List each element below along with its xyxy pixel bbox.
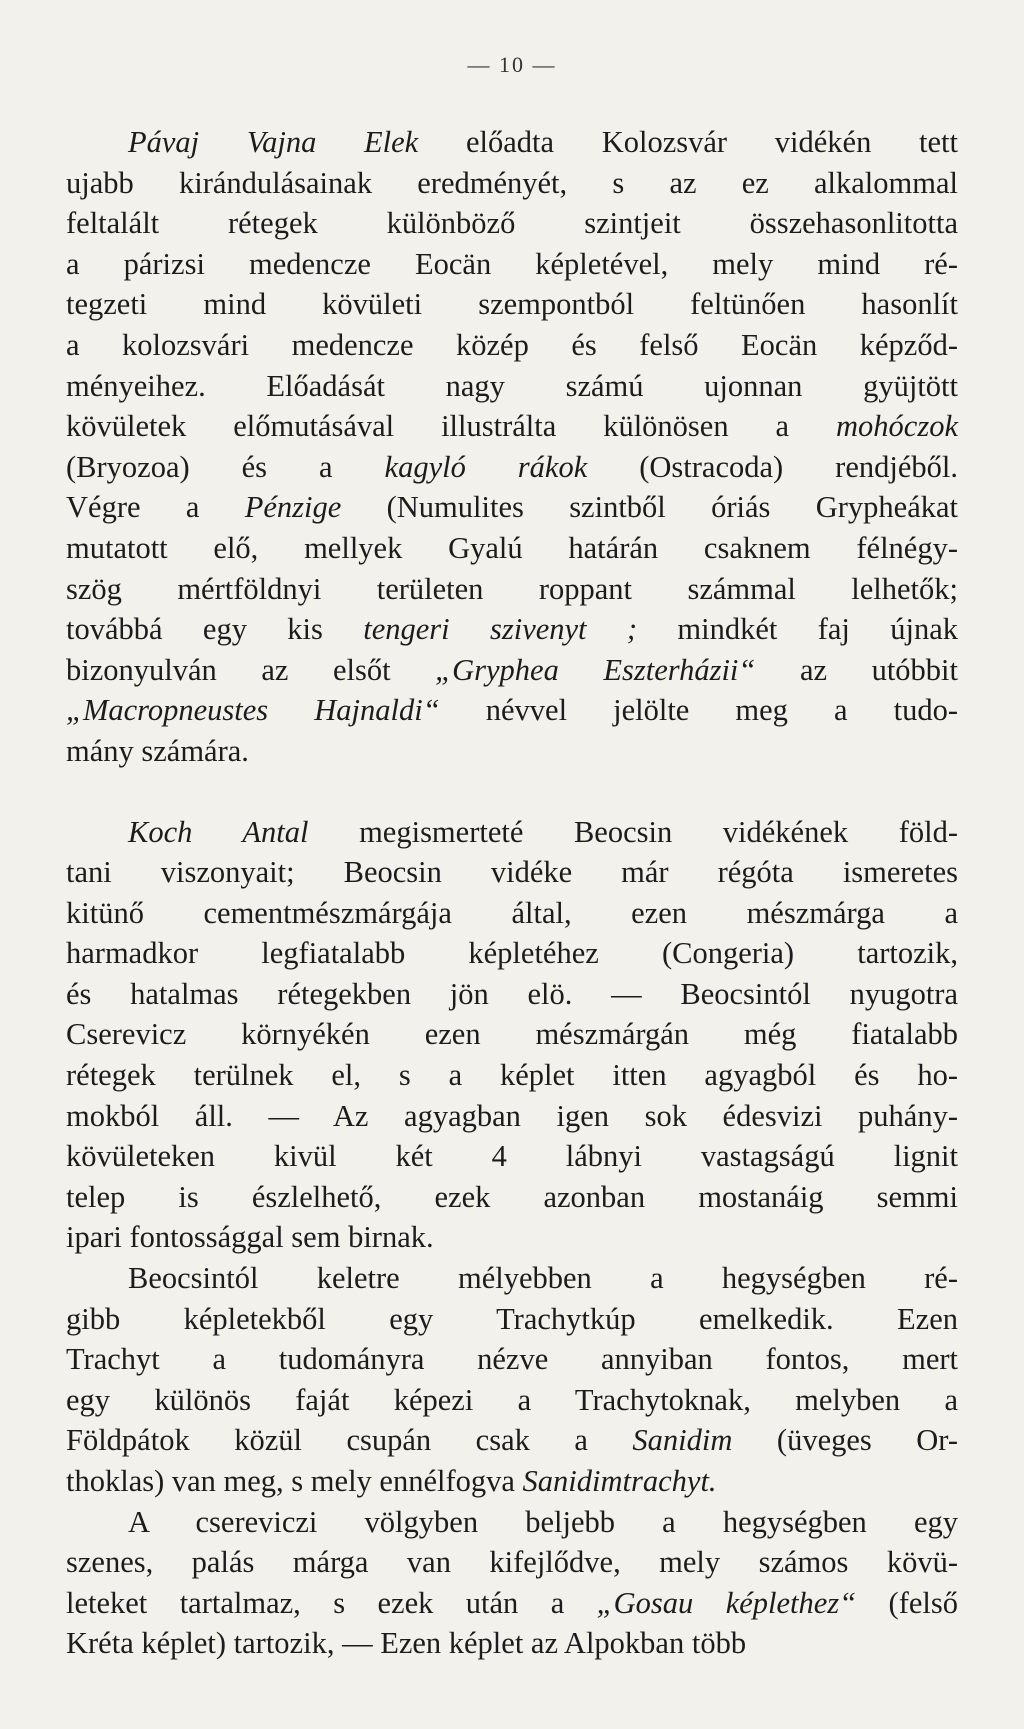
text-line — [66, 690, 958, 731]
text-line — [66, 406, 958, 447]
text-line — [66, 244, 958, 285]
italic-text: Pávaj Vajna Elek — [128, 125, 419, 159]
text-segment: előadta Kolozsvár vidékén tett — [418, 125, 959, 159]
text-segment: mány számára. — [66, 733, 249, 768]
text-segment: (Bryozoa) és a — [66, 449, 385, 484]
text-line — [66, 284, 958, 325]
text-segment: harmadkor legfiatalabb képletéhez (Congeria) tartozik, — [66, 936, 958, 971]
text-line — [66, 609, 958, 650]
text-line — [66, 1420, 958, 1461]
text-line — [66, 366, 958, 407]
text-segment: névvel jelölte meg a tudo- — [439, 693, 958, 728]
text-line — [66, 1339, 958, 1380]
italic-text: „Macropneustes Hajnaldi“ — [66, 693, 440, 728]
text-line — [66, 1542, 958, 1583]
text-segment: kövületek előmutásával illustrálta különösen a — [66, 409, 837, 444]
text-line — [66, 1055, 958, 1096]
text-line — [66, 1380, 958, 1421]
italic-text: Sanidimtrachyt. — [522, 1464, 717, 1498]
text-segment: Beocsintól keletre mélyebben a hegységben ré- — [128, 1261, 958, 1296]
text-line — [66, 1623, 958, 1664]
text-segment: szenes, palás márga van kifejlődve, mely számos kövü- — [66, 1545, 958, 1580]
text-segment: továbbá egy kis — [66, 612, 364, 647]
text-line — [66, 1177, 958, 1218]
text-line — [66, 893, 958, 934]
italic-text: mohóczok — [836, 409, 958, 444]
italic-text: Sanidim — [632, 1423, 733, 1458]
text-segment: mindkét faj újnak — [637, 612, 958, 647]
italic-text: kagyló rákok — [384, 449, 588, 484]
text-segment: rétegek terülnek el, s a képlet itten agyagból és ho- — [66, 1058, 958, 1093]
text-segment: egy különös faját képezi a Trachytoknak, melyben a — [66, 1382, 958, 1417]
paragraph — [66, 1502, 958, 1664]
paragraph-gap — [66, 772, 958, 812]
text-line — [66, 203, 958, 244]
text-line — [66, 122, 958, 163]
text-line — [66, 1217, 958, 1258]
text-segment: (üveges Or- — [732, 1423, 958, 1458]
text-segment: (felső — [856, 1585, 959, 1620]
text-line — [66, 163, 958, 204]
text-line — [66, 1096, 958, 1137]
text-segment: kövületeken kivül két 4 lábnyi vastagságú lignit — [66, 1139, 958, 1174]
text-line — [66, 1014, 958, 1055]
text-line — [66, 1299, 958, 1340]
text-segment: tegzeti mind kövületi szempontból feltünően hasonlít — [66, 287, 958, 322]
page-body — [66, 122, 958, 1664]
text-line — [66, 447, 958, 488]
text-segment: ipari fontossággal sem birnak. — [66, 1220, 434, 1255]
text-line — [66, 1461, 958, 1502]
text-segment: gibb képletekből egy Trachytkúp emelkedik. Ezen — [66, 1301, 958, 1336]
text-segment: mutatott elő, mellyek Gyalú határán csaknem félnégy- — [66, 530, 958, 565]
text-segment: telep is észlelhető, ezek azonban mostanáig semmi — [66, 1179, 958, 1214]
text-segment: kitünő cementmészmárgája által, ezen mészmárga a — [66, 895, 958, 930]
text-line — [66, 933, 958, 974]
text-segment: tani viszonyait; Beocsin vidéke már régóta ismeretes — [66, 855, 958, 890]
text-segment: Végre a — [66, 490, 245, 525]
text-segment: bizonyulván az elsőt — [66, 652, 436, 687]
text-line — [66, 1502, 958, 1543]
text-line — [66, 812, 958, 853]
text-segment: (Numulites szintből óriás Grypheákat — [341, 490, 958, 525]
text-line — [66, 1258, 958, 1299]
text-segment: leteket tartalmaz, s ezek után a — [66, 1585, 597, 1620]
text-line — [66, 1583, 958, 1624]
text-segment: az utóbbit — [755, 652, 958, 687]
text-line — [66, 528, 958, 569]
text-segment: a kolozsvári medencze közép és felső Eocän képződ- — [66, 327, 958, 362]
paragraph — [66, 122, 958, 772]
text-segment: feltalált rétegek különböző szintjeit összehasonlitotta — [66, 206, 958, 241]
text-segment: thoklas) van meg, s mely ennélfogva — [66, 1464, 523, 1498]
text-segment: és hatalmas rétegekben jön elö. — Beocsintól nyugotra — [66, 976, 958, 1011]
text-segment: A csereviczi völgyben beljebb a hegységben egy — [128, 1504, 958, 1539]
text-line — [66, 852, 958, 893]
italic-text: Koch Antal — [128, 814, 309, 849]
text-segment: ményeihez. Előadását nagy számú ujonnan gyüjtött — [66, 368, 958, 403]
paragraph — [66, 812, 958, 1259]
text-segment: Cserevicz környékén ezen mészmárgán még fiatalabb — [66, 1017, 958, 1052]
text-segment: (Ostracoda) rendjéből. — [587, 449, 958, 484]
text-line — [66, 974, 958, 1015]
text-segment: szög mértföldnyi területen roppant számmal lelhetők; — [66, 571, 958, 606]
text-line — [66, 487, 958, 528]
text-segment: ujabb kirándulásainak eredményét, s az ez alkalommal — [66, 165, 958, 200]
text-segment: Földpátok közül csupán csak a — [66, 1423, 633, 1458]
italic-text: tengeri szivenyt ; — [363, 612, 638, 647]
text-segment: mokból áll. — Az agyagban igen sok édesvizi puhány- — [66, 1098, 958, 1133]
paragraph — [66, 1258, 958, 1502]
text-segment: Trachyt a tudományra nézve annyiban fontos, mert — [66, 1342, 958, 1377]
text-segment: Kréta képlet) tartozik, — Ezen képlet az Alpokban több — [66, 1626, 747, 1661]
page-number: — 10 — — [467, 52, 557, 77]
italic-text: Pénzige — [244, 490, 342, 525]
text-line — [66, 650, 958, 691]
text-segment: megismerteté Beocsin vidékének föld- — [308, 814, 958, 849]
text-line — [66, 1136, 958, 1177]
text-line — [66, 569, 958, 610]
text-segment: a párizsi medencze Eocän képletével, mely mind ré- — [66, 246, 958, 281]
text-line — [66, 731, 958, 772]
text-line — [66, 325, 958, 366]
italic-text: „Gosau képlethez“ — [596, 1585, 857, 1620]
italic-text: „Gryphea Eszterházii“ — [435, 652, 756, 687]
